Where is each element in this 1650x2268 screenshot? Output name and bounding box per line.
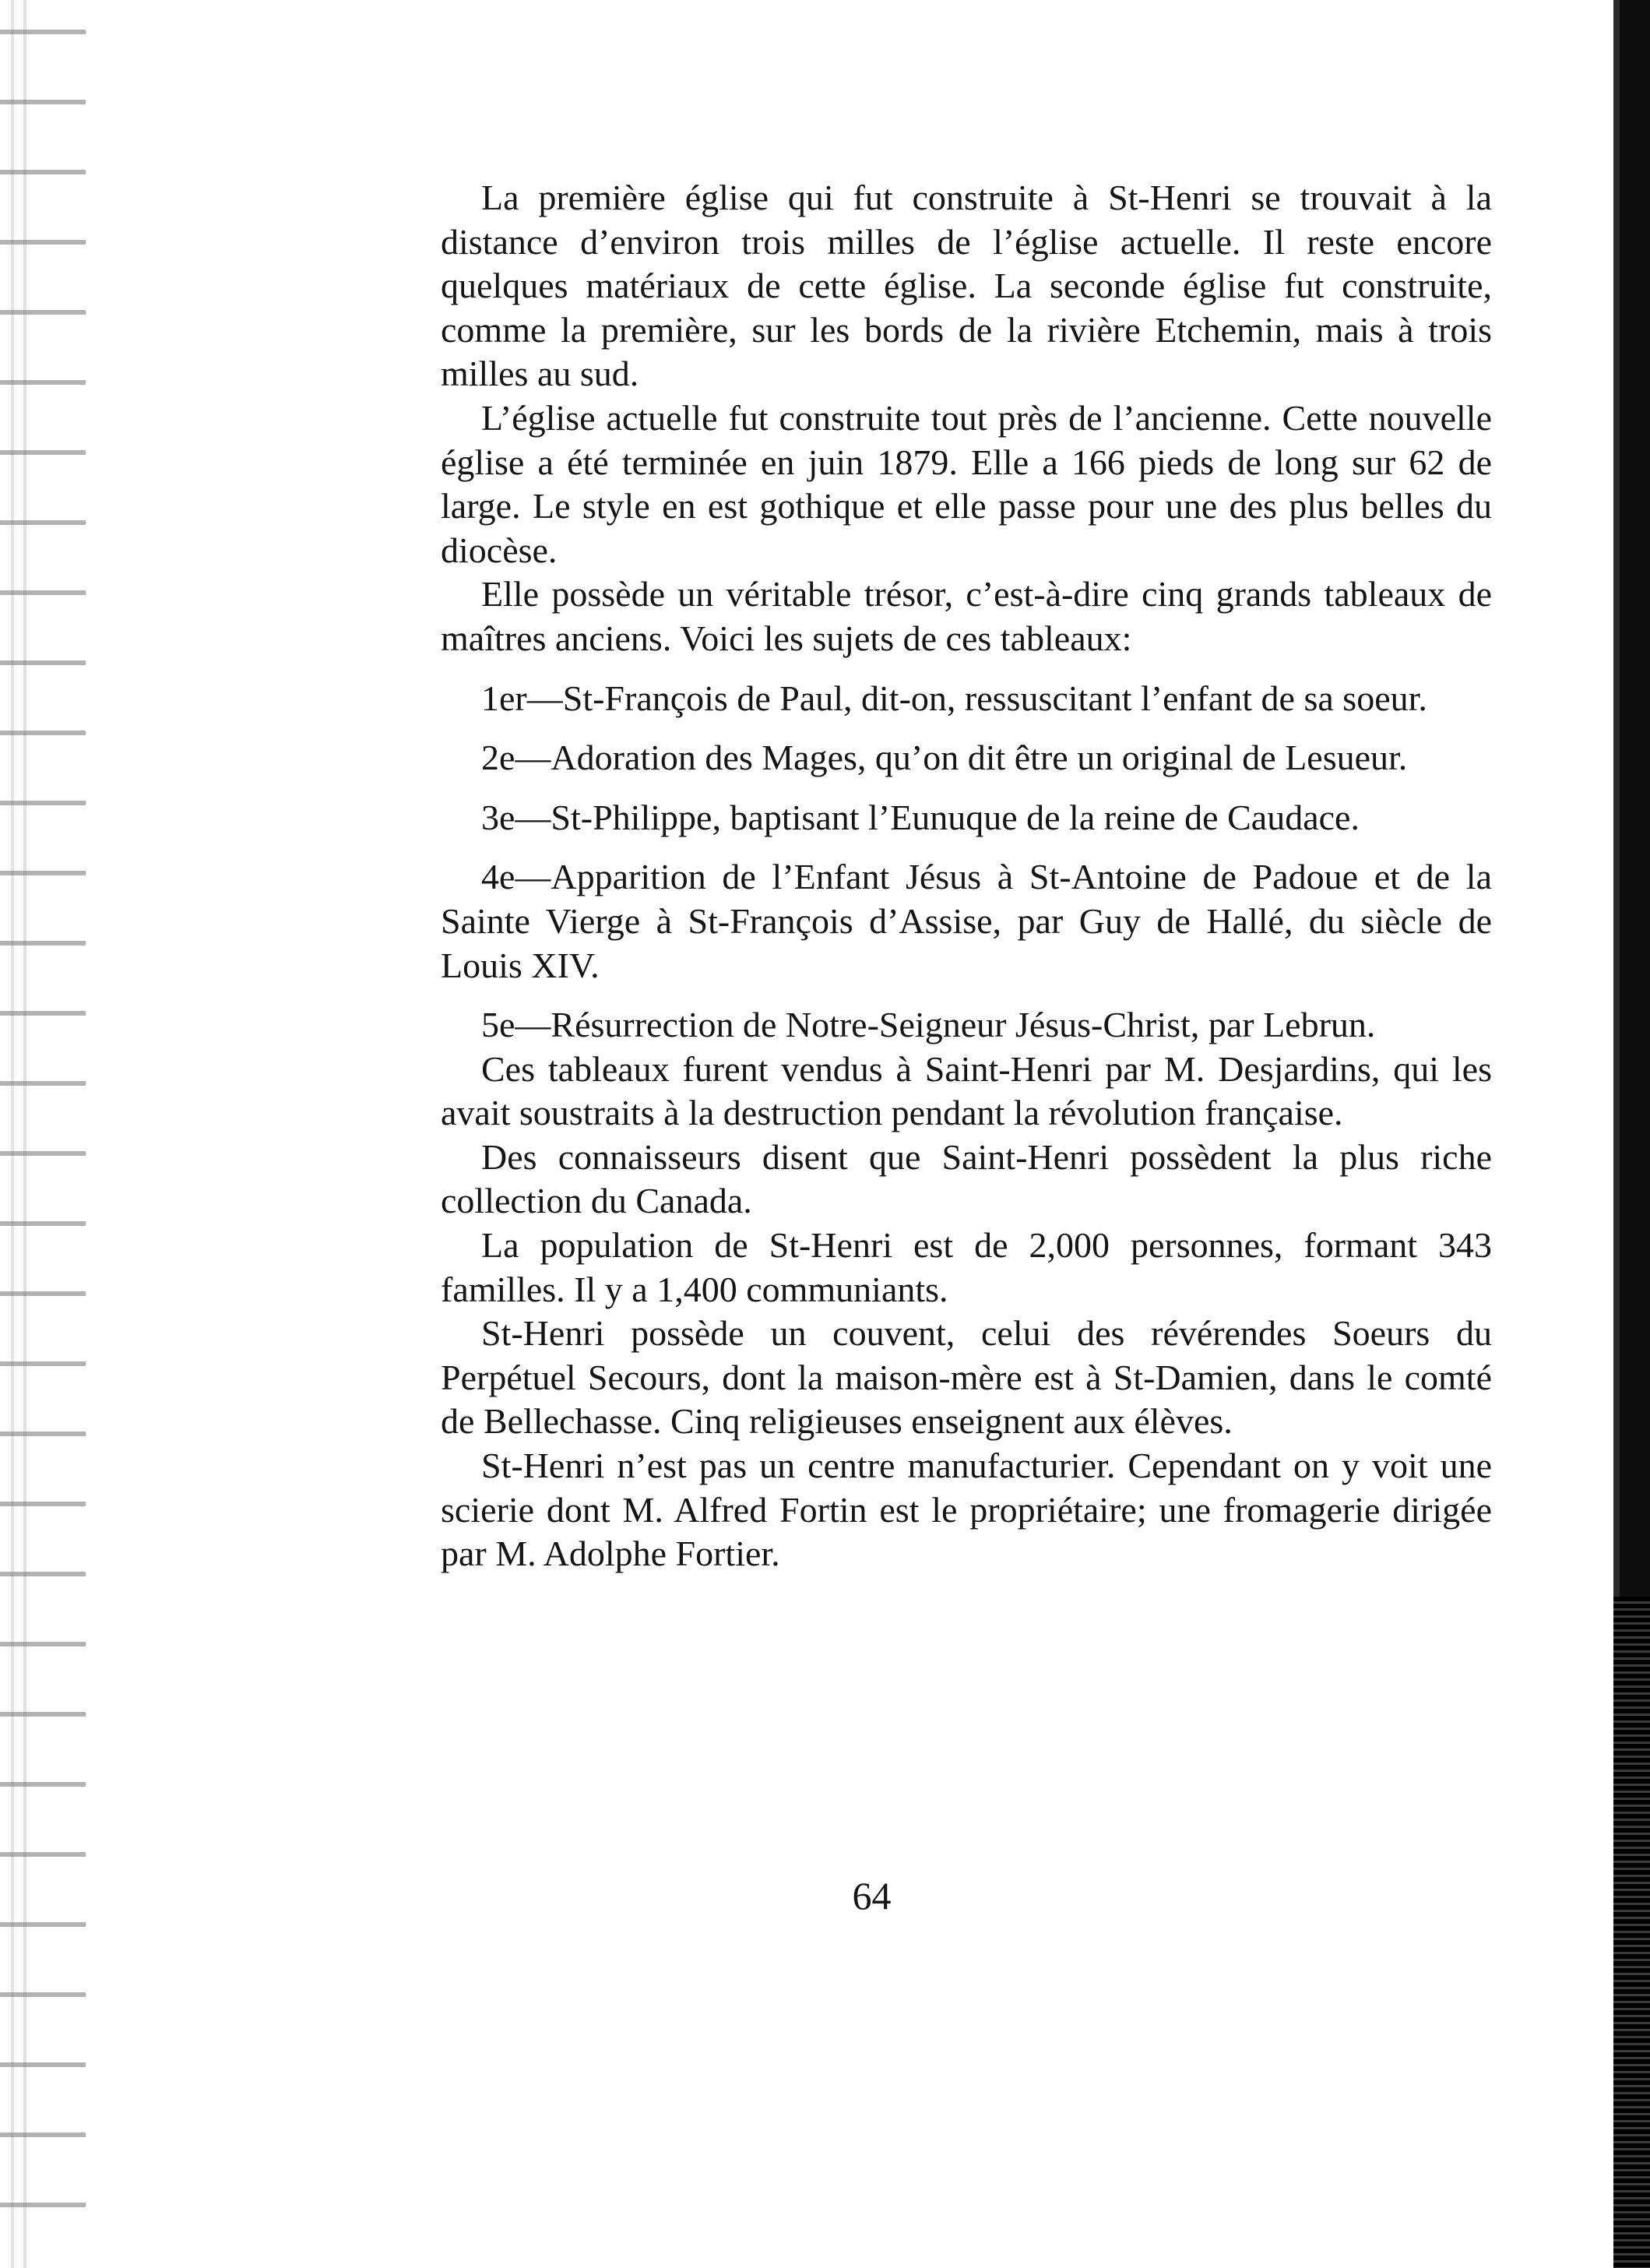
- page-number: 64: [852, 1874, 892, 1918]
- list-item-painting-3: 3e—St-Philippe, baptisant l’Eunuque de la reine de Caudace.: [481, 797, 1360, 837]
- list-item-painting-1: 1er—St-François de Paul, dit-on, ressuscitant l’enfant de sa soeur.: [481, 678, 1427, 718]
- paragraph-collection: Des connaisseurs disent que Saint-Henri possèdent la plus riche collection du Canada.: [441, 1136, 1492, 1221]
- scan-edge-left: [0, 0, 86, 2268]
- scan-edge-right: [1613, 0, 1650, 2268]
- paragraph-treasure: Elle possède un véritable trésor, c’est-à-dire cinq grands tableaux de maîtres anciens. Voici les sujets de ces tableaux:: [441, 574, 1492, 658]
- paragraph-convent: St-Henri possède un couvent, celui des révérendes Soeurs du Perpétuel Secours, dont la maison-mère est à St-Damien, dans le comté de Bellechasse. Cinq religieuses enseignent aux élèves.: [441, 1313, 1492, 1442]
- paragraph-population: La population de St-Henri est de 2,000 personnes, formant 343 familles. Il y a 1,400 communiants.: [441, 1225, 1492, 1309]
- paragraph-first-church: La première église qui fut construite à St-Henri se trouvait à la distance d’environ trois milles de l’église actuelle. Il reste encore quelques matériaux de cette église. La seconde église fut construite, comme la première, sur les bords de la rivière Etchemin, mais à trois milles au sud.: [441, 178, 1492, 394]
- paragraph-industry: St-Henri n’est pas un centre manufacturier. Cependant on y voit une scierie dont M. Alfred Fortin est le propriétaire; une fromagerie dirigée par M. Adolphe Fortier.: [441, 1446, 1492, 1574]
- page-body: [441, 176, 1492, 1576]
- paragraph-sale: Ces tableaux furent vendus à Saint-Henri par M. Desjardins, qui les avait soustraits à la destruction pendant la révolution française.: [441, 1048, 1492, 1133]
- list-item-painting-5: 5e—Résurrection de Notre-Seigneur Jésus-Christ, par Lebrun.: [481, 1005, 1376, 1045]
- paragraph-current-church: L’église actuelle fut construite tout près de l’ancienne. Cette nouvelle église a été terminée en juin 1879. Elle a 166 pieds de long sur 62 de large. Le style en est gothique et elle passe pour une des plus belles du diocèse.: [441, 397, 1492, 570]
- list-item-painting-4: 4e—Apparition de l’Enfant Jésus à St-Antoine de Padoue et de la Sainte Vierge à St-François d’Assise, par Guy de Hallé, du siècle de Louis XIV.: [441, 857, 1492, 985]
- list-item-painting-2: 2e—Adoration des Mages, qu’on dit être un original de Lesueur.: [481, 738, 1408, 778]
